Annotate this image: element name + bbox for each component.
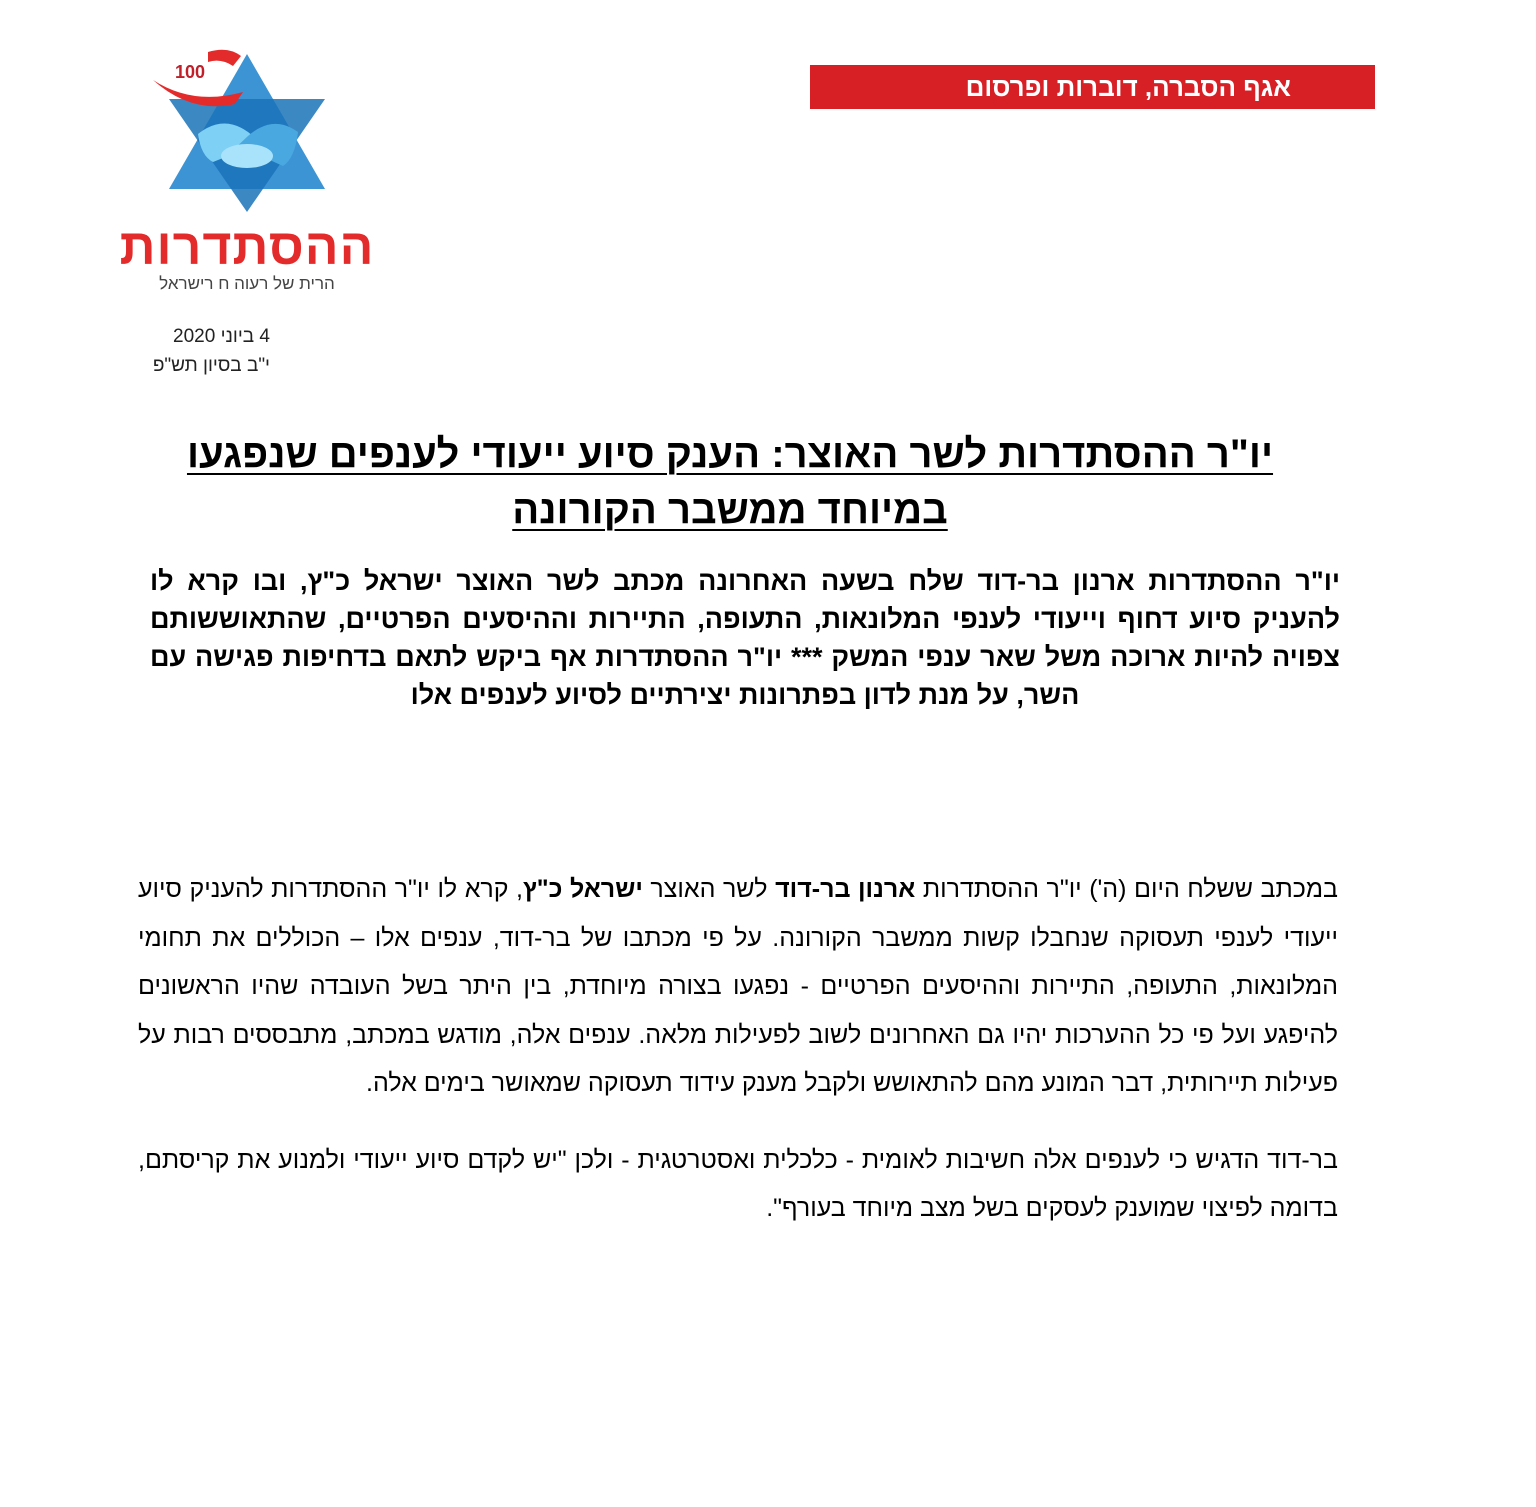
body-paragraph-1: במכתב ששלח היום (ה') יו"ר ההסתדרות ארנון בר-דוד לשר האוצר ישראל כ"ץ, קרא לו יו"ר ההסתדרות להעניק סיוע ייעודי לענפי תעסוקה שנחבלו קשות ממשבר הקורונה. על פי מכתבו של בר-דוד, ענפים אלו – הכוללים את תחומי המלונאות, התעופה, התיירות וההיסעים הפרטיים - נפגעו בצורה מיוחדת, בין היתר בשל העובדה שהיו הראשונים להיפגע ועל פי כל ההערכות יהיו גם האחרונים לשוב לפעילות מלאה. ענפים אלה, מודגש במכתב, מתבססים רבות על פעילות תיירותית, דבר המונע מהם להתאושש ולקבל מענק עידוד תעסוקה שמאושר בימים אלה. [138,875,1339,1097]
department-banner: אגף הסברה, דוברות ופרסום [810,65,1375,109]
anniversary-flag [208,50,241,66]
headline-text: יו"ר ההסתדרות לשר האוצר: הענק סיוע ייעודי לענפים שנפגעו במיוחד ממשבר הקורונה [186,432,1274,532]
gregorian-date: 4 ביוני 2020 [173,326,270,347]
press-release-headline [150,426,1310,538]
hebrew-date: י"ב בסיון תש"פ [152,355,270,376]
histadrut-logo [113,44,381,294]
body-paragraph-2: בר-דוד הדגיש כי לענפים אלה חשיבות לאומית - כלכלית ואסטרטגית - ולכן "יש לקדם סיוע ייעודי ולמנוע את קריסתם, בדומה לפיצוי שמוענק לעסקים בשל מצב מיוחד בעורף". [138,1145,1338,1222]
handshake-knuckles [221,144,273,168]
press-release-body [138,865,1338,1261]
name-arnon-bar-david: ארנון בר-דוד [775,875,916,903]
logo-tagline: הרית של רעוה ח רישראל [159,274,335,293]
anniversary-number: 100 [175,62,206,82]
logo-wordmark: ההסתדרות [119,219,375,275]
date-block [135,322,270,380]
logo-emblem [113,44,381,224]
press-release-subheading: יו"ר ההסתדרות ארנון בר-דוד שלח בשעה האחרונה מכתב לשר האוצר ישראל כ"ץ, ובו קרא לו להעניק סיוע דחוף וייעודי לענפי המלונאות, התעופה, התיירות וההיסעים הפרטיים, שהתאוששותם צפויה להיות ארוכה משל שאר ענפי המשק *** יו"ר ההסתדרות אף ביקש לתאם בדחיפות פגישה עם השר, על מנת לדון בפתרונות יצירתיים לסיוע לענפים אלו [150,566,1340,710]
name-israel-katz: ישראל כ"ץ [522,875,643,903]
